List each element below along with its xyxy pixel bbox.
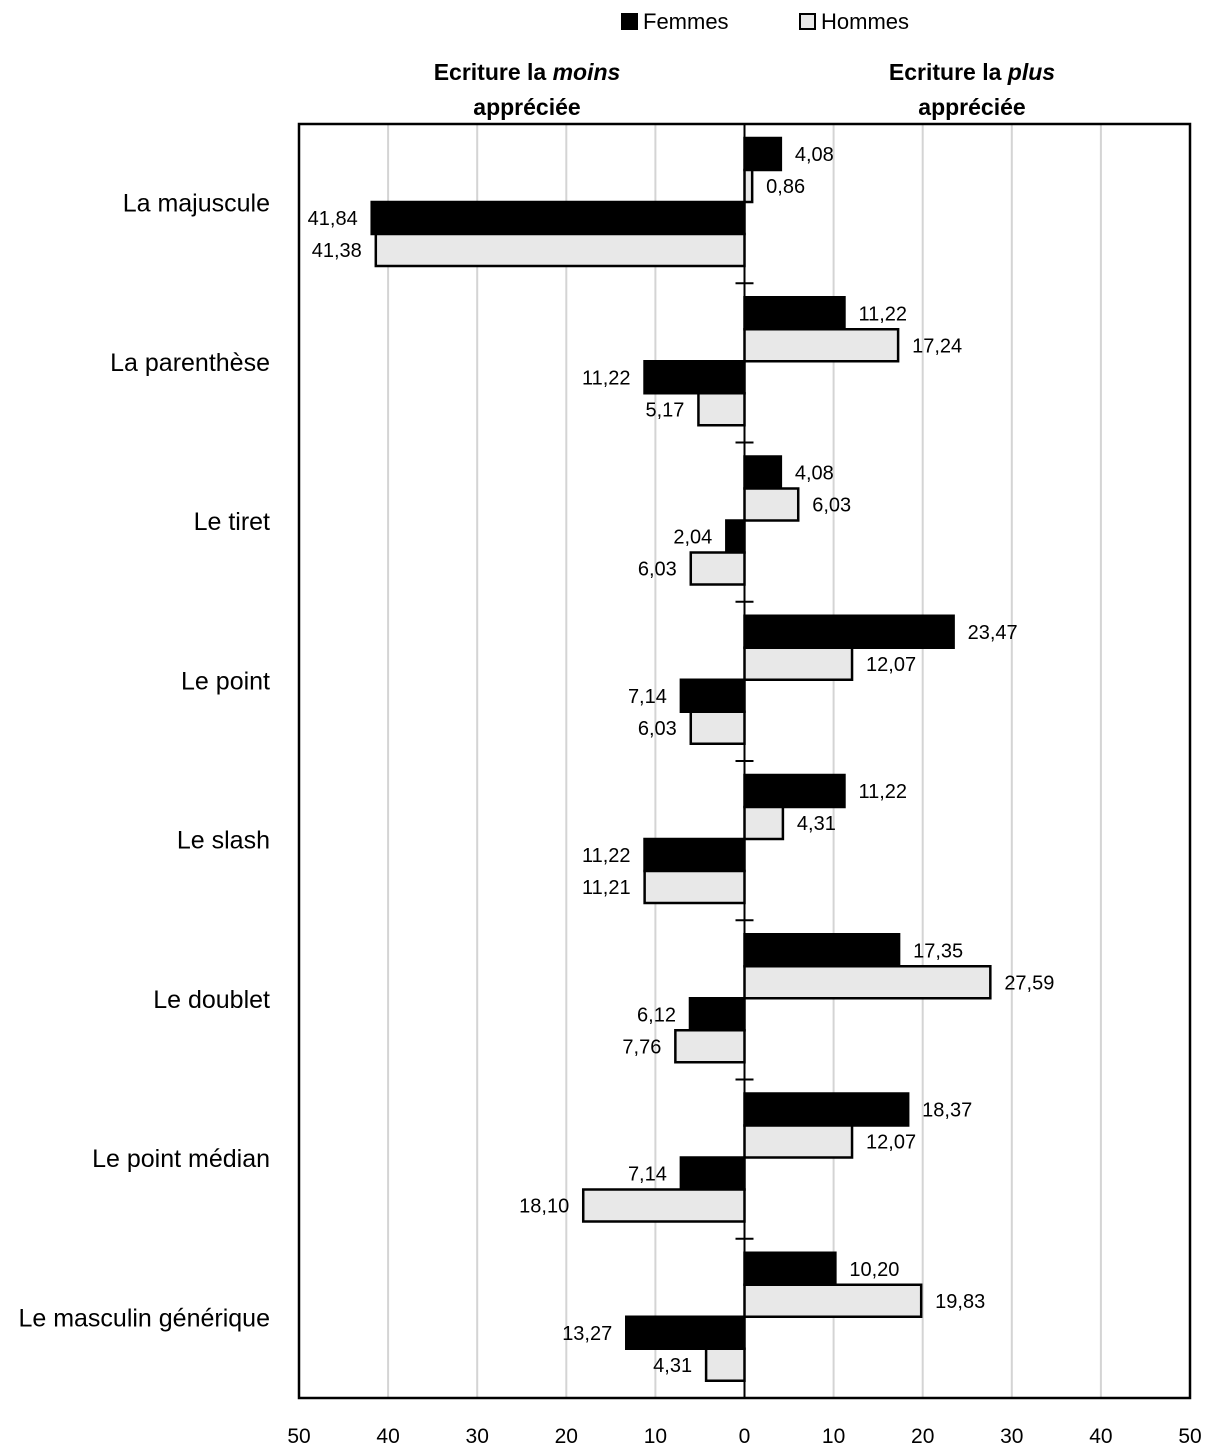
bar-hommes-plus xyxy=(745,807,783,839)
data-label-hommes-moins: 7,76 xyxy=(622,1036,662,1059)
data-label-femmes-plus: 4,08 xyxy=(794,144,834,166)
bar-hommes-moins xyxy=(376,234,745,266)
data-label-hommes-plus: 12,07 xyxy=(866,653,917,676)
bar-femmes-moins xyxy=(645,361,745,393)
bar-hommes-plus xyxy=(745,1285,922,1317)
data-label-femmes-moins: 41,84 xyxy=(307,208,358,230)
data-label-femmes-plus: 18,37 xyxy=(922,1099,973,1122)
data-label-hommes-plus: 19,83 xyxy=(935,1290,986,1313)
bar-femmes-moins xyxy=(690,998,745,1030)
data-label-hommes-plus: 17,24 xyxy=(912,335,963,358)
data-label-hommes-plus: 6,03 xyxy=(812,494,852,517)
bar-hommes-moins xyxy=(698,393,744,425)
bar-femmes-moins xyxy=(626,1317,744,1349)
plot-frame xyxy=(299,124,1190,1398)
category-label: La majuscule xyxy=(122,189,270,218)
data-label-femmes-moins: 11,22 xyxy=(581,845,631,867)
legend-label: Femmes xyxy=(643,9,729,34)
x-tick-label: 40 xyxy=(376,1425,400,1448)
x-tick-label: 30 xyxy=(465,1425,489,1448)
bar-hommes-plus xyxy=(745,1126,853,1158)
legend xyxy=(622,9,909,34)
data-label-hommes-moins: 11,21 xyxy=(582,877,631,899)
bar-femmes-plus xyxy=(745,1094,909,1126)
data-label-femmes-plus: 17,35 xyxy=(913,940,964,963)
side-headers xyxy=(434,59,1055,120)
data-label-hommes-moins: 4,31 xyxy=(653,1354,693,1377)
legend-label: Hommes xyxy=(821,9,910,34)
category-label: Le masculin générique xyxy=(18,1304,270,1333)
x-tick-label: 10 xyxy=(643,1425,668,1448)
data-label-femmes-plus: 10,20 xyxy=(849,1258,900,1281)
bar-hommes-moins xyxy=(691,712,745,744)
category-label: Le point xyxy=(181,667,270,696)
data-label-hommes-plus: 12,07 xyxy=(866,1131,917,1154)
bar-femmes-plus xyxy=(745,457,781,489)
data-label-hommes-moins: 6,03 xyxy=(637,558,677,581)
data-label-hommes-plus: 4,31 xyxy=(796,813,836,835)
bar-femmes-plus xyxy=(745,616,954,648)
category-label: La parenthèse xyxy=(110,348,270,377)
data-label-femmes-moins: 7,14 xyxy=(627,1163,667,1186)
x-tick-label: 50 xyxy=(1178,1425,1202,1448)
bar-hommes-plus xyxy=(745,648,853,680)
header-right-emphasis: plus xyxy=(1007,59,1056,85)
header-left-line2: appréciée xyxy=(473,94,581,120)
header-left-prefix: Ecriture la xyxy=(433,59,553,85)
bar-hommes-plus xyxy=(745,966,991,998)
header-left-line1 xyxy=(434,59,621,85)
legend-swatch xyxy=(800,14,815,29)
data-label-femmes-plus: 23,47 xyxy=(967,621,1018,644)
legend-swatch xyxy=(622,14,637,29)
header-right-line1 xyxy=(889,59,1055,85)
x-tick-label: 30 xyxy=(1000,1425,1024,1448)
header-right-line2: appréciée xyxy=(918,94,1026,120)
bar-femmes-moins xyxy=(372,202,745,234)
data-label-femmes-plus: 4,08 xyxy=(794,462,834,485)
category-label: Le doublet xyxy=(153,985,270,1014)
data-label-femmes-moins: 7,14 xyxy=(627,685,667,708)
bar-femmes-plus xyxy=(745,297,845,329)
bar-femmes-plus xyxy=(745,934,900,966)
data-label-hommes-moins: 41,38 xyxy=(311,240,362,262)
bar-femmes-moins xyxy=(681,1158,745,1190)
data-label-femmes-moins: 6,12 xyxy=(637,1004,676,1027)
bar-hommes-moins xyxy=(706,1349,744,1381)
x-tick-label: 20 xyxy=(554,1425,578,1448)
bar-hommes-moins xyxy=(691,553,745,585)
data-label-hommes-moins: 6,03 xyxy=(637,717,677,740)
bar-femmes-moins xyxy=(726,521,744,553)
header-right-prefix: Ecriture la xyxy=(888,59,1008,85)
x-tick-label: 0 xyxy=(738,1425,751,1448)
data-label-hommes-plus: 27,59 xyxy=(1004,972,1055,995)
bar-femmes-plus xyxy=(745,138,781,170)
labels xyxy=(18,144,1201,1448)
bar-hommes-plus xyxy=(745,170,753,202)
category-label: Le point médian xyxy=(92,1145,270,1174)
bar-femmes-moins xyxy=(681,680,745,712)
bar-femmes-plus xyxy=(745,1253,836,1285)
x-tick-label: 50 xyxy=(287,1425,311,1448)
data-label-femmes-moins: 11,22 xyxy=(581,367,631,390)
bar-femmes-moins xyxy=(645,839,745,871)
data-label-femmes-moins: 2,04 xyxy=(673,526,713,549)
category-label: Le tiret xyxy=(193,508,270,537)
x-tick-label: 20 xyxy=(911,1425,935,1448)
bar-hommes-moins xyxy=(675,1030,744,1062)
header-left-emphasis: moins xyxy=(552,59,621,85)
category-label: Le slash xyxy=(176,826,270,855)
data-label-hommes-moins: 5,17 xyxy=(645,399,685,422)
data-label-femmes-moins: 13,27 xyxy=(562,1322,613,1345)
x-tick-label: 40 xyxy=(1089,1425,1113,1448)
bar-hommes-moins xyxy=(583,1190,744,1222)
data-label-hommes-moins: 18,10 xyxy=(519,1195,570,1218)
bar-femmes-plus xyxy=(745,775,845,807)
bar-hommes-plus xyxy=(745,489,799,521)
x-tick-label: 10 xyxy=(821,1425,846,1448)
data-label-femmes-plus: 11,22 xyxy=(858,303,908,326)
bar-hommes-plus xyxy=(745,329,899,361)
bar-hommes-moins xyxy=(645,871,745,903)
data-label-femmes-plus: 11,22 xyxy=(858,781,908,803)
data-label-hommes-plus: 0,86 xyxy=(766,176,806,198)
